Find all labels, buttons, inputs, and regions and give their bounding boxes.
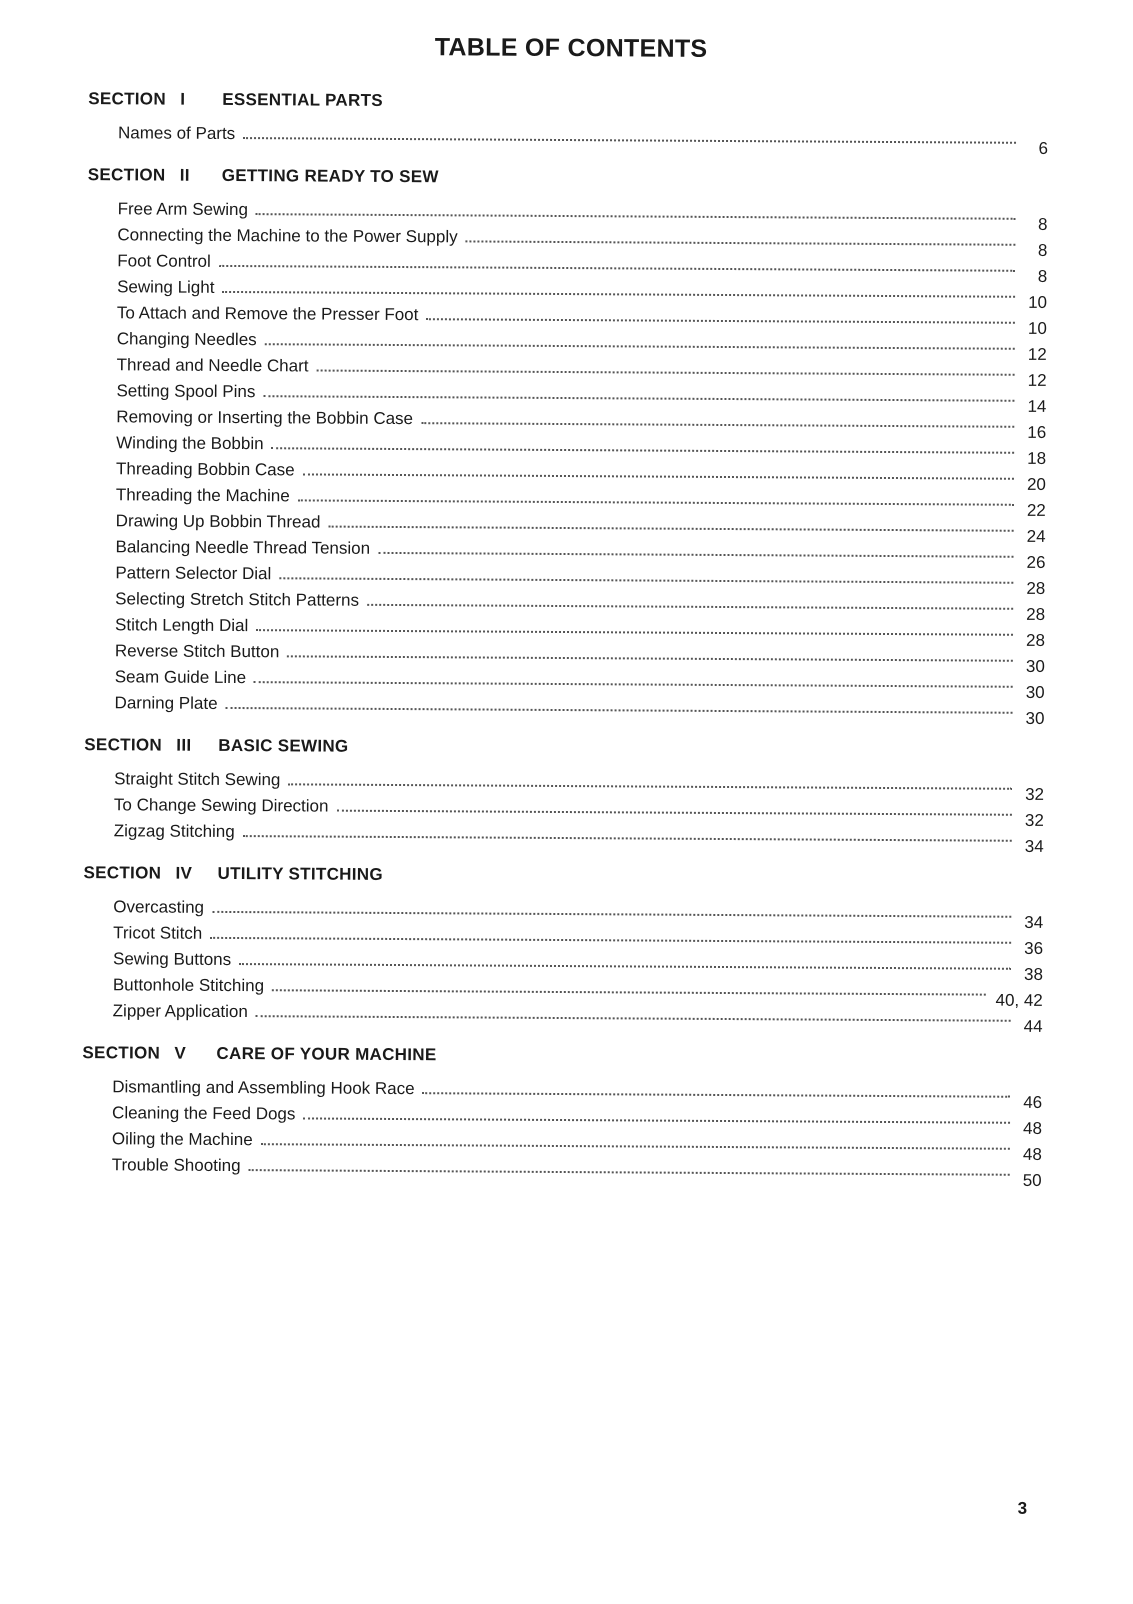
toc-entry-page: 38 bbox=[1023, 964, 1044, 984]
section-number: I bbox=[180, 89, 186, 109]
page-title: TABLE OF CONTENTS bbox=[434, 33, 708, 63]
toc-entry bbox=[88, 117, 1049, 158]
toc-entry-page: 8 bbox=[1037, 240, 1048, 260]
toc-entry-page: 36 bbox=[1024, 938, 1044, 958]
dot-leader bbox=[378, 552, 1013, 558]
toc-entry-label: Cleaning the Feed Dogs bbox=[112, 1103, 296, 1124]
toc-entry-label: Buttonhole Stitching bbox=[112, 975, 265, 996]
section-word: SECTION bbox=[82, 1043, 161, 1063]
toc-entry-page: 10 bbox=[1028, 292, 1048, 312]
toc-entry-page: 50 bbox=[1022, 1170, 1042, 1190]
toc-entry-label: To Attach and Remove the Presser Foot bbox=[116, 303, 419, 325]
section-number: IV bbox=[175, 863, 193, 883]
dot-leader bbox=[367, 604, 1013, 610]
toc-entry-label: Oiling the Machine bbox=[111, 1129, 253, 1150]
toc-entry-page: 14 bbox=[1027, 396, 1047, 416]
toc-entry-page: 28 bbox=[1026, 630, 1046, 650]
dot-leader bbox=[426, 318, 1015, 324]
toc-entry-page: 6 bbox=[1038, 138, 1049, 158]
section-heading bbox=[83, 863, 1043, 889]
toc-entry-page: 26 bbox=[1026, 552, 1046, 572]
toc-entry-page: 48 bbox=[1022, 1144, 1042, 1164]
dot-leader bbox=[212, 911, 1011, 918]
dot-leader bbox=[265, 343, 1015, 350]
toc-entry bbox=[84, 815, 1044, 856]
toc-entry-label: Reverse Stitch Button bbox=[114, 641, 280, 662]
toc-entry-label: Drawing Up Bobbin Thread bbox=[115, 511, 321, 532]
toc-entry-label: Connecting the Machine to the Power Supply bbox=[117, 225, 458, 247]
toc-entry-label: Sewing Light bbox=[117, 277, 215, 297]
dot-leader bbox=[210, 937, 1011, 944]
toc-entry-label: Overcasting bbox=[113, 897, 205, 917]
toc-entry-label: Sewing Buttons bbox=[112, 949, 232, 969]
table-of-contents bbox=[82, 89, 1049, 1190]
toc-entry-label: Trouble Shooting bbox=[111, 1155, 241, 1176]
toc-entry-page: 28 bbox=[1026, 578, 1046, 598]
toc-entry bbox=[85, 687, 1045, 728]
toc-entry-label: Removing or Inserting the Bobbin Case bbox=[116, 407, 414, 429]
toc-entry-page: 28 bbox=[1026, 604, 1046, 624]
dot-leader bbox=[243, 835, 1012, 842]
dot-leader bbox=[336, 810, 1011, 816]
dot-leader bbox=[219, 265, 1015, 272]
page-number: 3 bbox=[1017, 1498, 1028, 1518]
dot-leader bbox=[303, 473, 1014, 479]
toc-entry-label: Tricot Stitch bbox=[113, 923, 203, 943]
toc-entry-label: To Change Sewing Direction bbox=[113, 795, 329, 816]
toc-entry-label: Darning Plate bbox=[114, 693, 218, 713]
dot-leader bbox=[256, 1015, 1011, 1022]
dot-leader bbox=[239, 963, 1011, 970]
section-number: III bbox=[176, 735, 192, 755]
toc-entry-label: Zigzag Stitching bbox=[113, 821, 235, 842]
toc-entry-page: 30 bbox=[1025, 708, 1045, 728]
dot-leader bbox=[261, 1143, 1010, 1150]
toc-entry-label: Straight Stitch Sewing bbox=[114, 769, 281, 790]
toc-entry-page: 12 bbox=[1027, 370, 1047, 390]
toc-entry-label: Balancing Needle Thread Tension bbox=[115, 537, 371, 558]
dot-leader bbox=[222, 291, 1015, 298]
toc-entry-page: 32 bbox=[1024, 810, 1044, 830]
section-name: BASIC SEWING bbox=[218, 735, 349, 756]
toc-entry-label: Threading the Machine bbox=[115, 485, 290, 506]
toc-entry-page: 22 bbox=[1026, 500, 1046, 520]
section-heading bbox=[82, 1043, 1042, 1069]
dot-leader bbox=[243, 137, 1016, 144]
section-word: SECTION bbox=[83, 863, 162, 883]
toc-entry-page: 40, 42 bbox=[995, 990, 1043, 1010]
dot-leader bbox=[298, 499, 1014, 505]
section-number: V bbox=[174, 1043, 187, 1063]
toc-entry-label: Zipper Application bbox=[112, 1001, 248, 1022]
toc-entry-label: Pattern Selector Dial bbox=[115, 563, 272, 584]
dot-leader bbox=[256, 213, 1016, 220]
dot-leader bbox=[272, 989, 986, 995]
toc-entry-page: 16 bbox=[1027, 422, 1047, 442]
toc-entry-page: 46 bbox=[1023, 1092, 1043, 1112]
dot-leader bbox=[303, 1117, 1010, 1123]
toc-entry bbox=[82, 1149, 1042, 1190]
dot-leader bbox=[279, 577, 1013, 583]
toc-entry-page: 48 bbox=[1023, 1118, 1043, 1138]
toc-entry-page: 10 bbox=[1027, 318, 1047, 338]
toc-entry-label: Threading Bobbin Case bbox=[115, 459, 295, 480]
toc-entry-label: Dismantling and Assembling Hook Race bbox=[112, 1077, 415, 1099]
toc-entry-page: 18 bbox=[1027, 448, 1047, 468]
dot-leader bbox=[287, 655, 1013, 661]
toc-entry-label: Free Arm Sewing bbox=[117, 199, 249, 220]
section-word: SECTION bbox=[88, 89, 167, 109]
section-heading bbox=[88, 89, 1048, 115]
toc-entry-label: Winding the Bobbin bbox=[116, 433, 264, 454]
toc-entry-label: Thread and Needle Chart bbox=[116, 355, 309, 376]
section-heading bbox=[84, 735, 1044, 761]
dot-leader bbox=[254, 681, 1013, 688]
section-number: II bbox=[179, 165, 190, 185]
section-heading bbox=[88, 165, 1048, 191]
toc-entry-page: 30 bbox=[1025, 656, 1045, 676]
section-name: CARE OF YOUR MACHINE bbox=[216, 1043, 437, 1065]
toc-entry-label: Selecting Stretch Stitch Patterns bbox=[115, 589, 360, 610]
dot-leader bbox=[466, 240, 1016, 245]
dot-leader bbox=[421, 422, 1014, 428]
toc-entry-page: 34 bbox=[1024, 836, 1044, 856]
toc-entry bbox=[83, 995, 1043, 1036]
section-name: GETTING READY TO SEW bbox=[221, 165, 439, 187]
section-word: SECTION bbox=[84, 735, 163, 755]
section-name: UTILITY STITCHING bbox=[217, 863, 383, 884]
toc-entry-page: 34 bbox=[1024, 912, 1044, 932]
dot-leader bbox=[226, 707, 1013, 714]
dot-leader bbox=[249, 1169, 1010, 1176]
toc-entry-label: Changing Needles bbox=[116, 329, 257, 350]
toc-entry-label: Setting Spool Pins bbox=[116, 381, 256, 402]
section-word: SECTION bbox=[87, 165, 166, 185]
toc-entry-page: 32 bbox=[1025, 784, 1045, 804]
toc-entry-page: 12 bbox=[1027, 344, 1047, 364]
toc-entry-page: 20 bbox=[1026, 474, 1046, 494]
dot-leader bbox=[263, 395, 1014, 402]
dot-leader bbox=[423, 1092, 1011, 1098]
dot-leader bbox=[328, 526, 1013, 532]
toc-entry-page: 30 bbox=[1025, 682, 1045, 702]
dot-leader bbox=[272, 447, 1015, 454]
toc-entry-label: Seam Guide Line bbox=[114, 667, 247, 688]
toc-entry-page: 24 bbox=[1026, 526, 1046, 546]
section-name: ESSENTIAL PARTS bbox=[222, 89, 384, 110]
dot-leader bbox=[256, 629, 1013, 636]
toc-entry-label: Foot Control bbox=[117, 251, 211, 271]
toc-entry-page: 8 bbox=[1037, 266, 1048, 286]
toc-entry-page: 44 bbox=[1023, 1016, 1043, 1036]
dot-leader bbox=[288, 783, 1012, 789]
toc-entry-label: Stitch Length Dial bbox=[115, 615, 249, 636]
dot-leader bbox=[316, 370, 1014, 376]
toc-entry-label: Names of Parts bbox=[118, 123, 236, 144]
toc-entry-page: 8 bbox=[1037, 214, 1048, 234]
